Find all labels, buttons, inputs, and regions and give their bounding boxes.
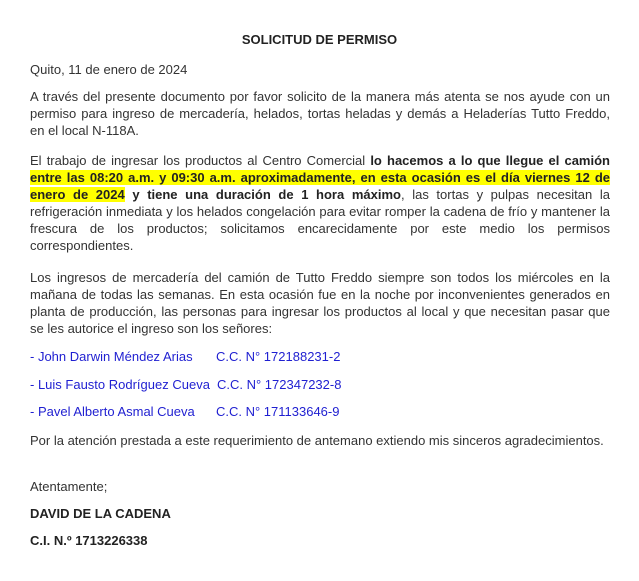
list-item: [30, 376, 341, 393]
list-item: [30, 403, 339, 420]
list-item: [30, 348, 340, 365]
highlighted-date-time: entre las 08:20 a.m. y 09:30 a.m. aproximadamente, en esta ocasión es el día viernes 12 de enero de 2024: [30, 170, 610, 202]
signer-name: DAVID DE LA CADENA: [30, 506, 171, 521]
person-name: - Pavel Alberto Asmal Cueva: [30, 404, 195, 419]
paragraph-intro: A través del presente documento por favor solicito de la manera más atenta se nos ayude con un permiso para ingreso de mercadería, helados, tortas heladas y demás a Heladerías Tutto Freddo, en el local N-118A.: [30, 89, 610, 138]
date-line: Quito, 11 de enero de 2024: [30, 62, 188, 77]
person-id: C.C. N° 171133646-9: [216, 404, 340, 419]
salutation: Atentamente;: [30, 479, 108, 494]
paragraph-schedule-tail: , las tortas y pulpas necesitan la refrigeración inmediata y los helados congelación para evitar romper la cadena de frío y mantener la frescura de los productos; solicitamos encarecidamente por este medio los permisos correspondientes.: [30, 187, 610, 253]
paragraph-schedule-bold2: y tiene una duración de 1 hora máximo: [124, 187, 401, 202]
paragraph-schedule-bold1: lo hacemos a lo que llegue el camión: [370, 153, 610, 168]
paragraph-schedule: [30, 152, 610, 254]
person-name: - John Darwin Méndez Arias: [30, 349, 193, 364]
document-title: SOLICITUD DE PERMISO: [241, 32, 398, 47]
paragraph-schedule-lead: El trabajo de ingresar los productos al Centro Comercial: [30, 153, 371, 168]
person-name: - Luis Fausto Rodríguez Cueva: [30, 377, 210, 392]
paragraph-context: Los ingresos de mercadería del camión de Tutto Freddo siempre son todos los miércoles en la mañana de todas las semanas. En esta ocasión fue en la noche por inconvenientes generados en planta de producción, las personas para ingresar los productos al local y que necesitan pasar que se les autorice el ingreso son los señores:: [30, 270, 610, 336]
signer-id: C.I. N.º 1713226338: [30, 533, 148, 548]
person-id: C.C. N° 172347232-8: [217, 377, 342, 392]
closing-paragraph: Por la atención prestada a este requerimiento de antemano extiendo mis sinceros agradecimientos.: [30, 433, 604, 448]
person-id: C.C. N° 172188231-2: [216, 349, 341, 364]
